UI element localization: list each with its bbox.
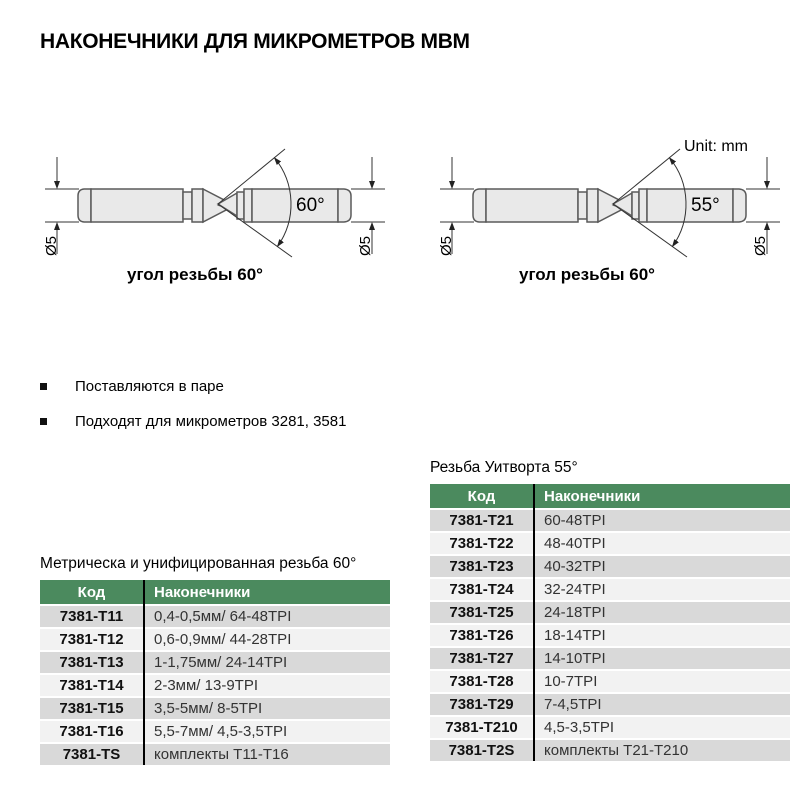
tips-cell: 24-18TPI (544, 604, 606, 621)
bullet-text: Подходят для микрометров 3281, 3581 (75, 412, 347, 430)
table-title: Метрическа и унифицированная резьба 60° (40, 555, 357, 572)
column-header-code: Код (467, 487, 496, 505)
female-tip-shape (218, 189, 351, 222)
code-cell: 7381-T24 (449, 581, 514, 598)
code-cell: 7381-T13 (59, 654, 124, 671)
angle-label: 60° (296, 195, 325, 216)
table-row (40, 744, 390, 765)
tips-cell: 0,6-0,9мм/ 44-28TPI (154, 631, 292, 648)
table-row (430, 602, 790, 623)
column-header-tips: Наконечники (154, 583, 251, 601)
table-row (430, 556, 790, 577)
code-cell: 7381-T21 (449, 512, 514, 529)
diagram-caption: угол резьбы 60° (127, 265, 263, 284)
diagram-thread-55 (435, 133, 790, 285)
table-title: Резьба Уитворта 55° (430, 459, 578, 476)
code-cell: 7381-TS (62, 746, 121, 763)
table-row (40, 698, 390, 719)
whitworth-table-block (430, 459, 790, 763)
code-cell: 7381-T15 (59, 700, 124, 717)
diameter-label: Ø5 (438, 235, 455, 256)
diameter-label: Ø5 (43, 235, 60, 256)
table-row (430, 579, 790, 600)
table-row (40, 721, 390, 742)
bullet-item (40, 376, 346, 396)
male-tip-shape (473, 189, 623, 222)
code-cell: 7381-T29 (449, 696, 514, 713)
table-row (430, 740, 790, 761)
code-cell: 7381-T28 (449, 673, 514, 690)
tips-cell: 60-48TPI (544, 512, 606, 529)
table-row (40, 629, 390, 650)
table-body (430, 510, 790, 761)
table-header-row (40, 580, 390, 604)
code-cell: 7381-T11 (59, 608, 124, 625)
table-row (40, 606, 390, 627)
table-row (430, 510, 790, 531)
column-header-tips: Наконечники (544, 487, 641, 505)
tips-cell: 18-14TPI (544, 627, 606, 644)
diameter-label: Ø5 (752, 235, 769, 256)
unit-label: Unit: mm (684, 138, 748, 155)
metric-table-block (40, 555, 390, 767)
square-bullet-icon (40, 418, 47, 425)
tips-cell: 14-10TPI (544, 650, 606, 667)
table-row (40, 675, 390, 696)
table-row (430, 533, 790, 554)
tips-cell: 5,5-7мм/ 4,5-3,5TPI (154, 723, 288, 740)
page-title: НАКОНЕЧНИКИ ДЛЯ МИКРОМЕТРОВ МВМ (40, 30, 470, 53)
code-cell: 7381-T2S (448, 742, 515, 759)
tips-cell: 4,5-3,5TPI (544, 719, 615, 736)
table-row (430, 717, 790, 738)
female-tip-shape (613, 189, 746, 222)
table-row (430, 625, 790, 646)
table-header-row (430, 484, 790, 508)
code-cell: 7381-T210 (445, 719, 518, 736)
tips-cell: 40-32TPI (544, 558, 606, 575)
diagram-thread-60 (40, 133, 390, 285)
tips-cell: 32-24TPI (544, 581, 606, 598)
table-row (430, 694, 790, 715)
tips-cell: 2-3мм/ 13-9TPI (154, 677, 258, 694)
table-row (430, 671, 790, 692)
diameter-label: Ø5 (357, 235, 374, 256)
table-body (40, 606, 390, 765)
tips-cell: 48-40TPI (544, 535, 606, 552)
tips-cell: 7-4,5TPI (544, 696, 602, 713)
code-cell: 7381-T16 (59, 723, 124, 740)
code-cell: 7381-T27 (449, 650, 514, 667)
code-cell: 7381-T22 (449, 535, 514, 552)
code-cell: 7381-T23 (449, 558, 514, 575)
code-cell: 7381-T14 (59, 677, 124, 694)
column-header-code: Код (77, 583, 106, 601)
code-cell: 7381-T25 (449, 604, 514, 621)
code-cell: 7381-T12 (59, 631, 124, 648)
tips-cell: 10-7TPI (544, 673, 598, 690)
tips-cell: комплекты T11-T16 (154, 746, 289, 763)
diagram-caption: угол резьбы 60° (519, 265, 655, 284)
bullet-item (40, 411, 346, 431)
tips-cell: комплекты T21-T210 (544, 742, 689, 759)
bullet-text: Поставляются в паре (75, 377, 224, 395)
tips-cell: 3,5-5мм/ 8-5TPI (154, 700, 263, 717)
male-tip-shape (78, 189, 228, 222)
feature-bullets (40, 376, 346, 446)
table-row (430, 648, 790, 669)
tips-cell: 0,4-0,5мм/ 64-48TPI (154, 608, 292, 625)
code-cell: 7381-T26 (449, 627, 514, 644)
tips-cell: 1-1,75мм/ 24-14TPI (154, 654, 288, 671)
whitworth-table (430, 484, 790, 761)
table-row (40, 652, 390, 673)
angle-label: 55° (691, 195, 720, 216)
metric-table (40, 580, 390, 765)
square-bullet-icon (40, 383, 47, 390)
